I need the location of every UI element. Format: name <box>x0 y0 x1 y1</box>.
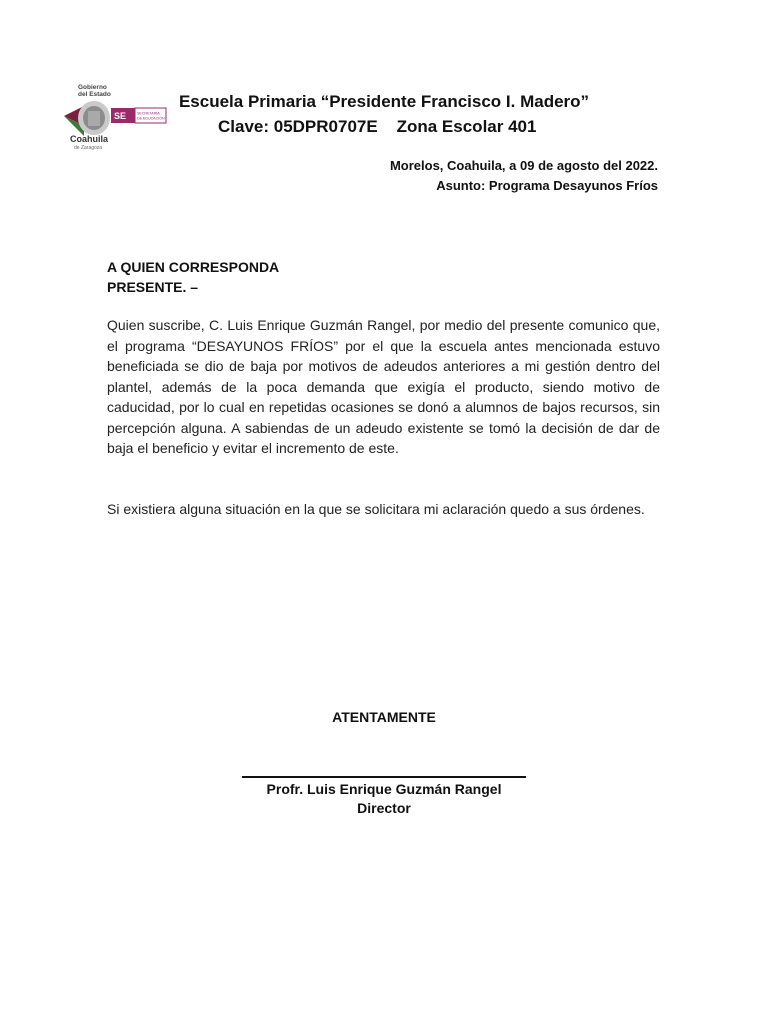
subject-line: Asunto: Programa Desayunos Fríos <box>436 178 658 193</box>
coahuila-seal-icon <box>62 80 168 152</box>
se-badge-text: SE <box>114 111 127 121</box>
svg-text:SECRETARÍA: SECRETARÍA <box>137 111 160 116</box>
svg-text:de Zaragoza: de Zaragoza <box>74 145 103 151</box>
body-paragraph: Quien suscribe, C. Luis Enrique Guzmán Rangel, por medio del presente comunico que, el programa “DESAYUNOS FRÍOS” por el que la escuela antes mencionada estuvo beneficiada se dio de baja por motivos de adeudos anteriores a mi gestión dentro del plantel, además de la poca demanda que exigía el producto, siendo motivo de caducidad, por lo cual en repetidas ocasiones se donó a alumnos de bajos recursos, sin percepción alguna. A sabiendas de un adeudo existente se tomó la decisión de dar de baja el beneficio y evitar el incremento de este. <box>107 317 660 456</box>
present-line: PRESENTE. – <box>107 279 199 295</box>
signer-role: Director <box>357 800 411 816</box>
addressee-line: A QUIEN CORRESPONDA <box>107 259 280 275</box>
date-line: Morelos, Coahuila, a 09 de agosto del 2022. <box>389 158 658 173</box>
signature-line <box>242 776 526 778</box>
school-name: Escuela Primaria “Presidente Francisco I. Madero” <box>178 92 590 111</box>
svg-text:Coahuila: Coahuila <box>70 134 109 144</box>
government-logo <box>62 80 168 152</box>
addressee <box>107 257 279 297</box>
body-paragraph: Si existiera alguna situación en la que se solicitara mi aclaración quedo a sus órdenes. <box>107 501 645 517</box>
signer-name: Profr. Luis Enrique Guzmán Rangel <box>266 781 502 797</box>
svg-text:del Estado: del Estado <box>78 91 111 98</box>
svg-text:DE EDUCACIÓN: DE EDUCACIÓN <box>137 116 165 121</box>
closing-farewell: ATENTAMENTE <box>332 709 436 725</box>
svg-text:Gobierno: Gobierno <box>78 84 107 91</box>
school-code: Clave: 05DPR0707E Zona Escolar 401 <box>218 117 537 136</box>
